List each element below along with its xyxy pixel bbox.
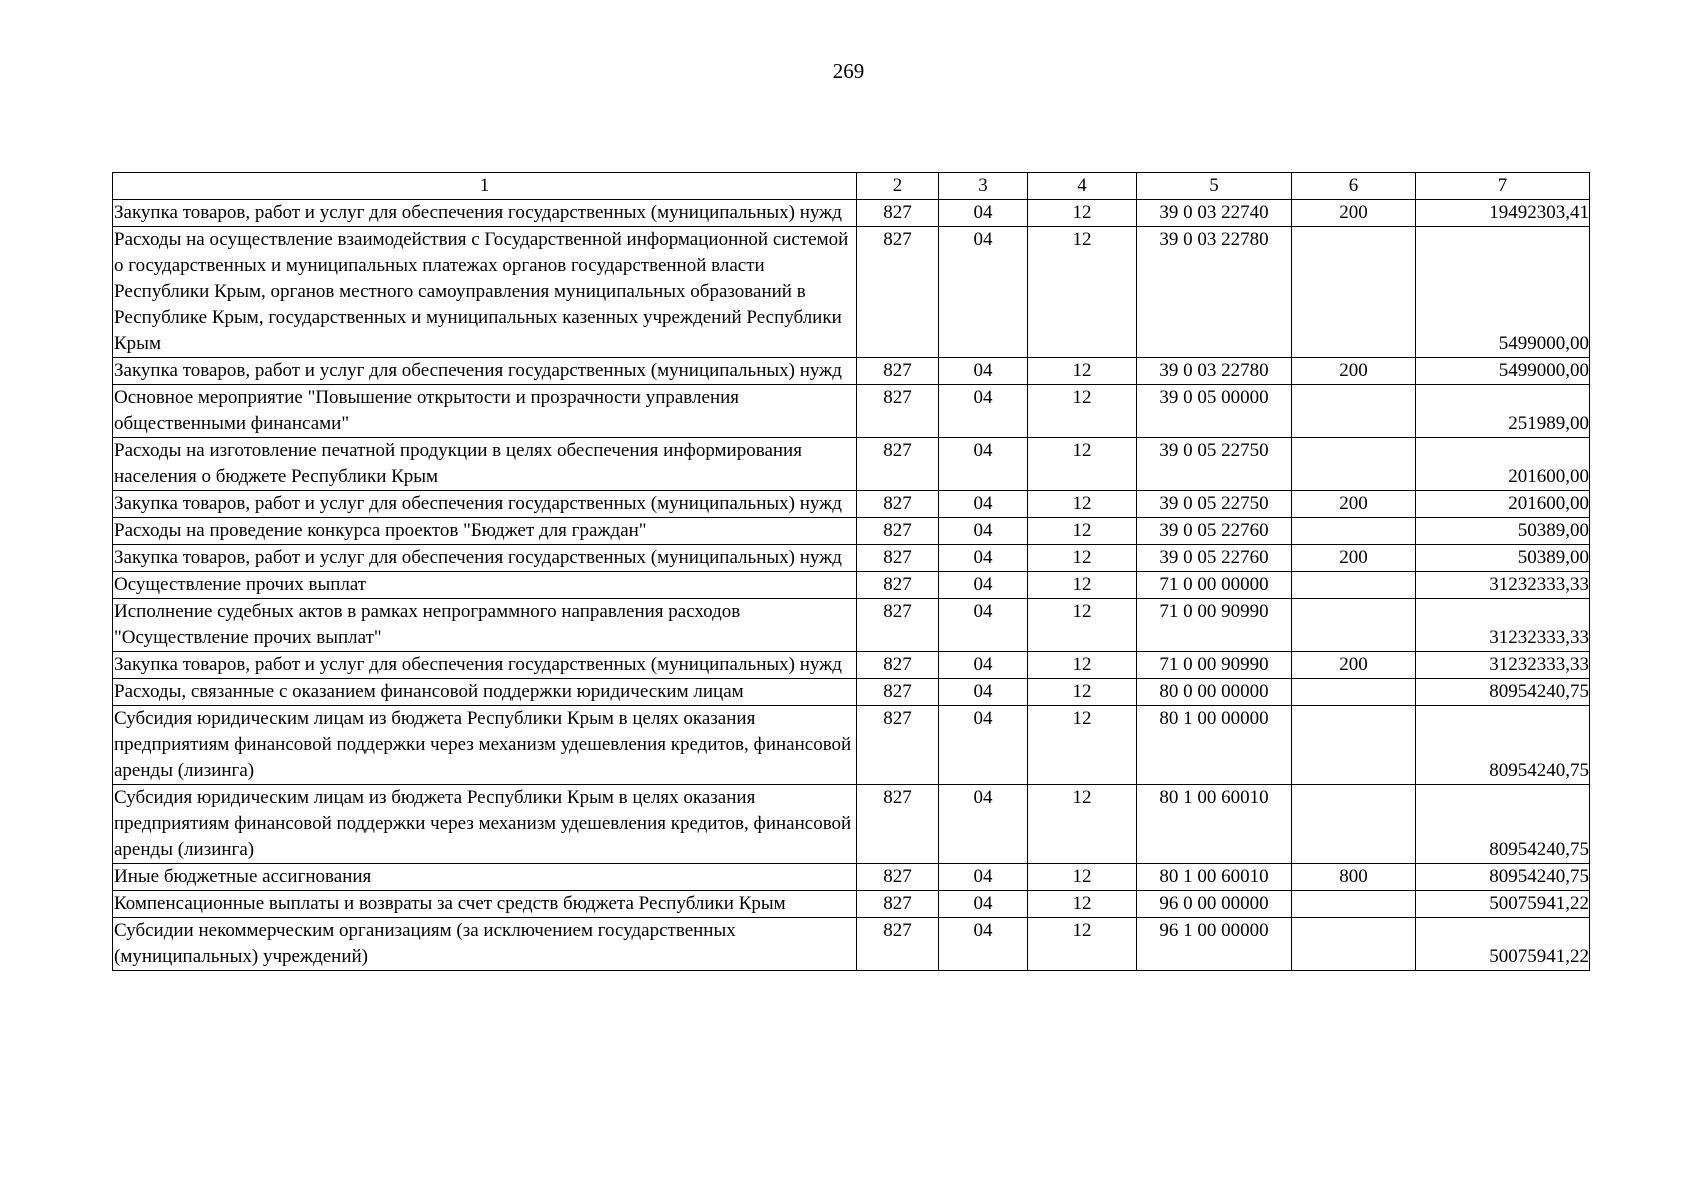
column-header-1: 1: [113, 173, 857, 200]
subsection-code-cell: 12: [1028, 518, 1137, 545]
table-row: [113, 706, 1590, 785]
target-article-cell: 71 0 00 00000: [1137, 572, 1292, 599]
grbs-code-cell: 827: [857, 679, 939, 706]
grbs-code-cell: 827: [857, 518, 939, 545]
expense-name-cell: Осуществление прочих выплат: [113, 572, 857, 599]
subsection-code-cell: 12: [1028, 679, 1137, 706]
grbs-code-cell: 827: [857, 864, 939, 891]
target-article-cell: 39 0 05 22750: [1137, 438, 1292, 491]
grbs-code-cell: 827: [857, 200, 939, 227]
table-row: [113, 200, 1590, 227]
amount-cell: 50389,00: [1416, 545, 1590, 572]
column-header-5: 5: [1137, 173, 1292, 200]
table-row: [113, 491, 1590, 518]
expense-type-cell: [1292, 227, 1416, 358]
expense-type-cell: [1292, 518, 1416, 545]
section-code-cell: 04: [939, 227, 1028, 358]
section-code-cell: 04: [939, 438, 1028, 491]
expense-type-cell: [1292, 706, 1416, 785]
table-row: [113, 572, 1590, 599]
table-row: [113, 918, 1590, 971]
table-header: [113, 173, 1590, 200]
expense-type-cell: [1292, 572, 1416, 599]
target-article-cell: 96 0 00 00000: [1137, 891, 1292, 918]
expense-type-cell: [1292, 785, 1416, 864]
amount-cell: 80954240,75: [1416, 864, 1590, 891]
subsection-code-cell: 12: [1028, 385, 1137, 438]
amount-cell: 31232333,33: [1416, 572, 1590, 599]
section-code-cell: 04: [939, 918, 1028, 971]
expense-type-cell: [1292, 918, 1416, 971]
target-article-cell: 39 0 05 22760: [1137, 545, 1292, 572]
section-code-cell: 04: [939, 679, 1028, 706]
section-code-cell: 04: [939, 891, 1028, 918]
grbs-code-cell: 827: [857, 385, 939, 438]
header-row: [113, 173, 1590, 200]
amount-cell: 31232333,33: [1416, 599, 1590, 652]
table-body: [113, 200, 1590, 971]
expense-name-cell: Исполнение судебных актов в рамках непрограммного направления расходов "Осуществление прочих выплат": [113, 599, 857, 652]
target-article-cell: 80 0 00 00000: [1137, 679, 1292, 706]
amount-cell: 251989,00: [1416, 385, 1590, 438]
expense-type-cell: [1292, 599, 1416, 652]
grbs-code-cell: 827: [857, 358, 939, 385]
amount-cell: 80954240,75: [1416, 679, 1590, 706]
expense-type-cell: 200: [1292, 491, 1416, 518]
section-code-cell: 04: [939, 864, 1028, 891]
table-row: [113, 864, 1590, 891]
expense-name-cell: Субсидия юридическим лицам из бюджета Республики Крым в целях оказания предприятиям финансовой поддержки через механизм удешевления кредитов, финансовой аренды (лизинга): [113, 706, 857, 785]
expense-type-cell: [1292, 891, 1416, 918]
grbs-code-cell: 827: [857, 891, 939, 918]
subsection-code-cell: 12: [1028, 200, 1137, 227]
subsection-code-cell: 12: [1028, 358, 1137, 385]
table-row: [113, 438, 1590, 491]
expense-name-cell: Субсидии некоммерческим организациям (за исключением государственных (муниципальных) учреждений): [113, 918, 857, 971]
expense-type-cell: [1292, 438, 1416, 491]
grbs-code-cell: 827: [857, 491, 939, 518]
subsection-code-cell: 12: [1028, 864, 1137, 891]
section-code-cell: 04: [939, 652, 1028, 679]
table-row: [113, 227, 1590, 358]
table-row: [113, 785, 1590, 864]
section-code-cell: 04: [939, 200, 1028, 227]
column-header-7: 7: [1416, 173, 1590, 200]
table-row: [113, 891, 1590, 918]
grbs-code-cell: 827: [857, 545, 939, 572]
subsection-code-cell: 12: [1028, 545, 1137, 572]
expense-name-cell: Закупка товаров, работ и услуг для обеспечения государственных (муниципальных) нужд: [113, 652, 857, 679]
table-row: [113, 545, 1590, 572]
column-header-2: 2: [857, 173, 939, 200]
target-article-cell: 39 0 03 22780: [1137, 358, 1292, 385]
subsection-code-cell: 12: [1028, 785, 1137, 864]
grbs-code-cell: 827: [857, 785, 939, 864]
subsection-code-cell: 12: [1028, 706, 1137, 785]
expense-name-cell: Закупка товаров, работ и услуг для обеспечения государственных (муниципальных) нужд: [113, 491, 857, 518]
table-row: [113, 385, 1590, 438]
expense-type-cell: [1292, 679, 1416, 706]
grbs-code-cell: 827: [857, 599, 939, 652]
budget-table: [112, 172, 1590, 971]
section-code-cell: 04: [939, 599, 1028, 652]
expense-type-cell: 200: [1292, 200, 1416, 227]
expense-type-cell: [1292, 385, 1416, 438]
section-code-cell: 04: [939, 572, 1028, 599]
expense-type-cell: 200: [1292, 545, 1416, 572]
table-row: [113, 358, 1590, 385]
page-number: 269: [832, 59, 865, 83]
subsection-code-cell: 12: [1028, 227, 1137, 358]
section-code-cell: 04: [939, 385, 1028, 438]
target-article-cell: 39 0 05 22750: [1137, 491, 1292, 518]
table-row: [113, 679, 1590, 706]
grbs-code-cell: 827: [857, 438, 939, 491]
grbs-code-cell: 827: [857, 652, 939, 679]
expense-type-cell: 200: [1292, 652, 1416, 679]
target-article-cell: 80 1 00 60010: [1137, 785, 1292, 864]
expense-name-cell: Субсидия юридическим лицам из бюджета Республики Крым в целях оказания предприятиям финансовой поддержки через механизм удешевления кредитов, финансовой аренды (лизинга): [113, 785, 857, 864]
expense-name-cell: Закупка товаров, работ и услуг для обеспечения государственных (муниципальных) нужд: [113, 545, 857, 572]
section-code-cell: 04: [939, 545, 1028, 572]
grbs-code-cell: 827: [857, 227, 939, 358]
amount-cell: 31232333,33: [1416, 652, 1590, 679]
table-row: [113, 652, 1590, 679]
table-row: [113, 518, 1590, 545]
section-code-cell: 04: [939, 706, 1028, 785]
expense-name-cell: Основное мероприятие "Повышение открытости и прозрачности управления общественными финансами": [113, 385, 857, 438]
target-article-cell: 80 1 00 00000: [1137, 706, 1292, 785]
expense-type-cell: 800: [1292, 864, 1416, 891]
target-article-cell: 39 0 03 22780: [1137, 227, 1292, 358]
table-row: [113, 599, 1590, 652]
column-header-4: 4: [1028, 173, 1137, 200]
subsection-code-cell: 12: [1028, 918, 1137, 971]
section-code-cell: 04: [939, 518, 1028, 545]
expense-name-cell: Компенсационные выплаты и возвраты за счет средств бюджета Республики Крым: [113, 891, 857, 918]
subsection-code-cell: 12: [1028, 652, 1137, 679]
amount-cell: 201600,00: [1416, 491, 1590, 518]
target-article-cell: 39 0 05 22760: [1137, 518, 1292, 545]
amount-cell: 5499000,00: [1416, 358, 1590, 385]
expense-name-cell: Расходы на осуществление взаимодействия с Государственной информационной системой о государственных и муниципальных платежах органов государственной власти Республики Крым, органов местного самоуправления муниципальных образований в Республике Крым, государственных и муниципальных казенных учреждений Республики Крым: [113, 227, 857, 358]
amount-cell: 5499000,00: [1416, 227, 1590, 358]
expense-name-cell: Закупка товаров, работ и услуг для обеспечения государственных (муниципальных) нужд: [113, 200, 857, 227]
grbs-code-cell: 827: [857, 918, 939, 971]
expense-name-cell: Расходы на изготовление печатной продукции в целях обеспечения информирования населения о бюджете Республики Крым: [113, 438, 857, 491]
subsection-code-cell: 12: [1028, 891, 1137, 918]
subsection-code-cell: 12: [1028, 438, 1137, 491]
amount-cell: 19492303,41: [1416, 200, 1590, 227]
grbs-code-cell: 827: [857, 706, 939, 785]
subsection-code-cell: 12: [1028, 599, 1137, 652]
column-header-3: 3: [939, 173, 1028, 200]
target-article-cell: 71 0 00 90990: [1137, 652, 1292, 679]
expense-name-cell: Расходы, связанные с оказанием финансовой поддержки юридическим лицам: [113, 679, 857, 706]
subsection-code-cell: 12: [1028, 491, 1137, 518]
amount-cell: 201600,00: [1416, 438, 1590, 491]
section-code-cell: 04: [939, 491, 1028, 518]
section-code-cell: 04: [939, 785, 1028, 864]
amount-cell: 50075941,22: [1416, 918, 1590, 971]
amount-cell: 80954240,75: [1416, 706, 1590, 785]
expense-name-cell: Расходы на проведение конкурса проектов "Бюджет для граждан": [113, 518, 857, 545]
amount-cell: 80954240,75: [1416, 785, 1590, 864]
target-article-cell: 39 0 03 22740: [1137, 200, 1292, 227]
expense-type-cell: 200: [1292, 358, 1416, 385]
expense-name-cell: Иные бюджетные ассигнования: [113, 864, 857, 891]
section-code-cell: 04: [939, 358, 1028, 385]
target-article-cell: 80 1 00 60010: [1137, 864, 1292, 891]
amount-cell: 50075941,22: [1416, 891, 1590, 918]
target-article-cell: 71 0 00 90990: [1137, 599, 1292, 652]
expense-name-cell: Закупка товаров, работ и услуг для обеспечения государственных (муниципальных) нужд: [113, 358, 857, 385]
target-article-cell: 39 0 05 00000: [1137, 385, 1292, 438]
grbs-code-cell: 827: [857, 572, 939, 599]
amount-cell: 50389,00: [1416, 518, 1590, 545]
target-article-cell: 96 1 00 00000: [1137, 918, 1292, 971]
column-header-6: 6: [1292, 173, 1416, 200]
subsection-code-cell: 12: [1028, 572, 1137, 599]
